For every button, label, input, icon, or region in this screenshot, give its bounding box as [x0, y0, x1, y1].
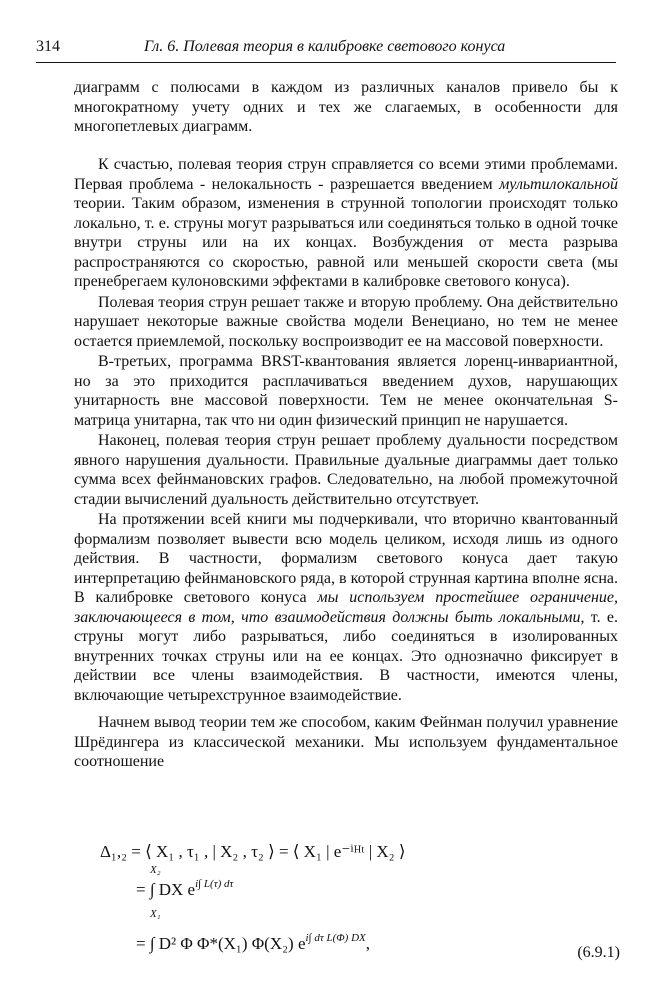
main-text — [74, 155, 618, 772]
lead-paragraph-block — [74, 78, 618, 137]
integral-lower-limit: X₁ — [150, 908, 161, 920]
running-title: Гл. 6. Полевая теория в калибровке светового конуса — [144, 38, 506, 55]
integral-upper-limit: X₂ — [150, 864, 161, 876]
equation-line-3-main: = ∫ D² Φ Φ*(X₁) Φ(X₂) e — [136, 934, 306, 953]
paragraph-solutions-a: К счастью, полевая теория струн справляется со всеми этими проблемами. Первая проблема - нелокальность - разрешается введением — [74, 156, 618, 193]
paragraph-feynman: Начнем вывод теории тем же способом, каким Фейнман получил уравнение Шрёдингера из классической механики. Мы используем фундаментальное соотношение — [74, 714, 618, 770]
equation-line-1: Δ₁,₂ = ⟨ X₁ , τ₁ , | X₂ , τ₂ ⟩ = ⟨ X₁ | e⁻ⁱᴴᵗ | X₂ ⟩ — [100, 842, 406, 861]
header-rule — [36, 62, 616, 63]
equation-line-2-exponent: i∫ L(τ) dτ — [195, 878, 234, 890]
paragraph-second-quantized-emphasis: мы используем простейшее ограничение, заключающееся в том, что взаимодействия должны быть локальными — [74, 589, 618, 626]
equation-number: (6.9.1) — [577, 944, 620, 961]
paragraph-solutions — [74, 155, 618, 292]
equation-line-2 — [136, 864, 234, 920]
paragraph-second-quantized — [74, 510, 618, 705]
paragraph-duality: Наконец, полевая теория струн решает проблему дуальности посредством явного нарушения дуальности. Правильные дуальные диаграммы дает только сумма всех фейнмановских графов. Следовательно, на любой промежуточной стадии вычислений дуальность действительно отсутствует. — [74, 432, 618, 508]
equation-line-3 — [136, 932, 370, 954]
paragraph-second-problem: Полевая теория струн решает также и вторую проблему. Она действительно нарушает некоторые важные свойства модели Венециано, но тем не менее остается приемлемой, поскольку воспроизводит ее на массовой поверхности. — [74, 293, 618, 350]
equation-line-3-tail: , — [365, 934, 370, 953]
paragraph-brst: В-третьих, программа BRST-квантования является лоренц-инвариантной, но за это приходится расплачиваться введением духов, нарушающих унитарность вне массовой поверхности. Тем не менее окончательная S-матрица унитарна, так что ни один физический принцип не нарушается. — [74, 353, 618, 429]
equation-line-3-exponent: i∫ dτ L(Φ) DX — [305, 932, 366, 944]
paragraph-solutions-b: теории. Таким образом, изменения в струнной топологии происходят только локально, т. е. струны могут разрываться или соединяться только в одной точке внутри струны или на их концах. Возбуждения от места разрыва распространяются со скоростью, равной или меньшей скорости света (мы пренебрегаем кулоновскими эффектами в калибровке светового конуса). — [74, 195, 618, 290]
page-number: 314 — [36, 38, 60, 55]
lead-paragraph: диаграмм с полюсами в каждом из различных каналов привело бы к многократному учету одних и тех же слагаемых, в особенности для многопетлевых диаграмм. — [74, 79, 618, 135]
equation-line-2-main: = ∫ DX e — [136, 880, 196, 899]
paragraph-second-quantized-a: На протяжении всей книги мы подчеркивали, что вторично квантованный формализм позволяет вывести всю модель целиком, исходя лишь из одного действия. В частности, формализм светового конуса дает такую интерпретацию фейнмановского ряда, в которой струнная картина вполне ясна. В калибровке светового конуса — [74, 511, 618, 606]
paragraph-solutions-emphasis: мультилокальной — [499, 175, 618, 193]
page-header — [36, 38, 616, 60]
paragraph-second-quantized-b: , т. е. струны могут либо разрываться, либо соединяться в изолированных внутренних точках струны или на ее концах. Это однозначно фиксирует в действии все члены взаимодействия. В частности, имеются члены, включающие четырехструнное взаимодействие. — [74, 608, 619, 704]
